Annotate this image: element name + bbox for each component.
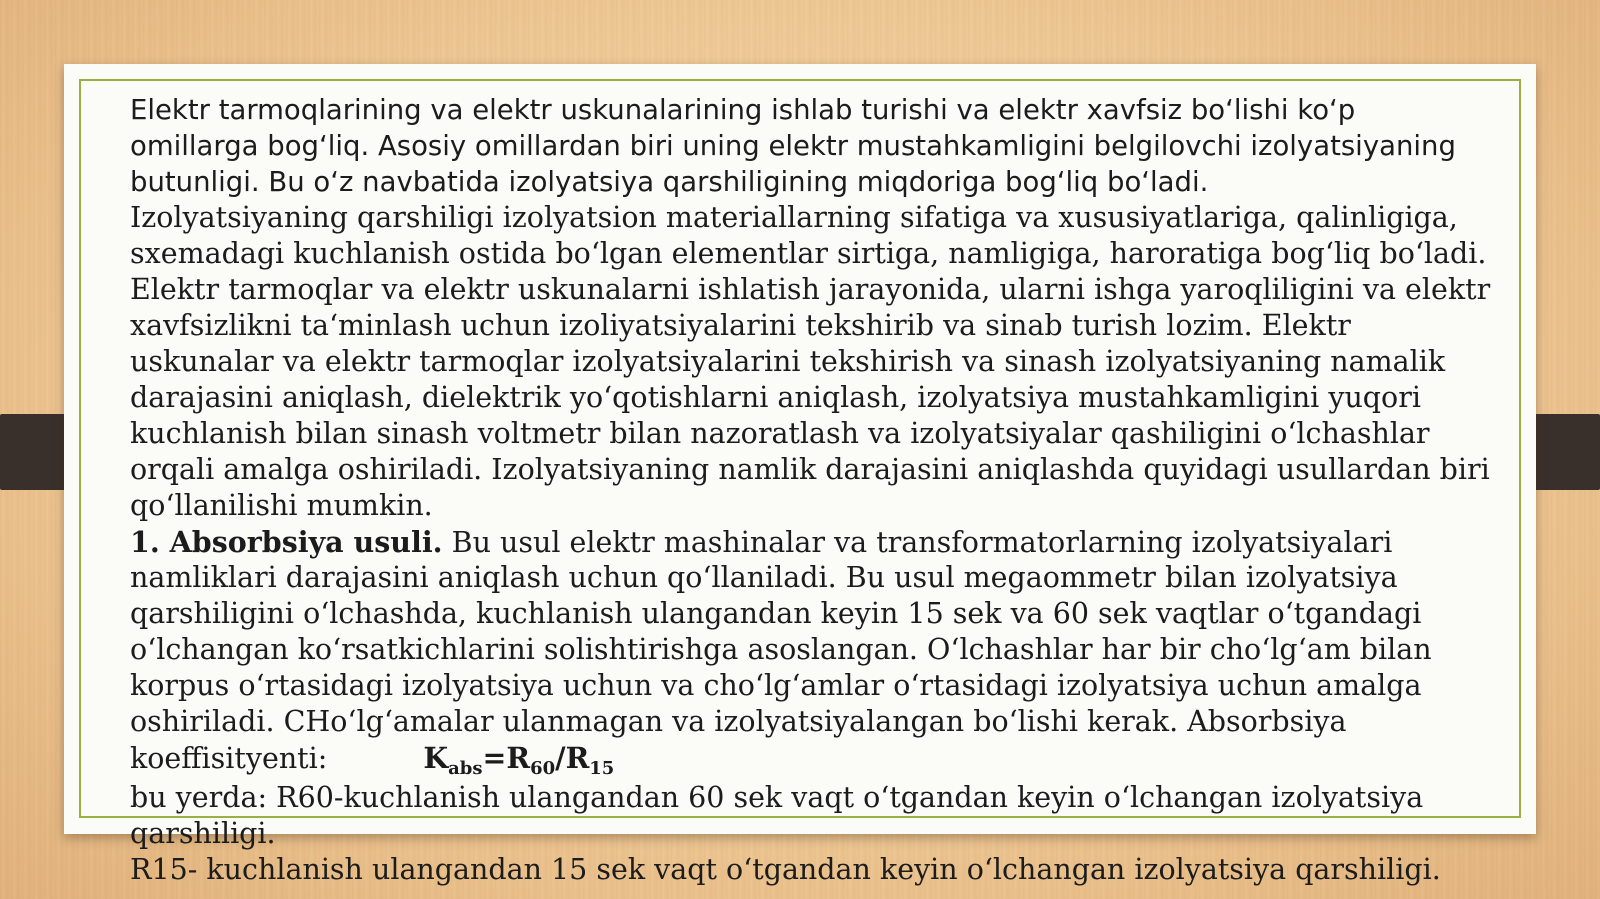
text-line: darajasini aniqlash, dielektrik yo‘qotishlarni aniqlash, izolyatsiya mustahkamligini yuqori: [130, 381, 1421, 414]
text-line: oshiriladi. CHo‘lg‘amalar ulanmagan va izolyatsiyalangan bo‘lishi kerak. Absorbsiya: [130, 705, 1347, 738]
text-line: qarshiligini o‘lchashda, kuchlanish ulangandan keyin 15 sek va 60 sek vaqtlar o‘tgandagi: [130, 597, 1422, 630]
text-line: xavfsizlikni ta‘minlash uchun izoliyatsiyalarini tekshirib va sinab turish lozim. Elektr: [130, 309, 1351, 342]
text-line: Elektr tarmoqlarining va elektr uskunalarining ishlab turishi va elektr xavfsiz bo‘lishi ko‘p: [130, 94, 1356, 126]
text-line: orqali amalga oshiriladi. Izolyatsiyaning namlik darajasini aniqlashda quyidagi usullardan biri: [130, 453, 1490, 486]
formula-r60-sub: 60: [530, 758, 556, 779]
text-line: butunligi. Bu o‘z navbatida izolyatsiya qarshiligining miqdoriga bog‘liq bo‘ladi.: [130, 166, 1209, 198]
text-line: namliklari darajasini aniqlash uchun qo‘llaniladi. Bu usul megaommetr bilan izolyatsiya: [130, 561, 1398, 594]
formula-slash: /R: [555, 741, 590, 775]
formula-k: K: [423, 741, 449, 775]
coefficient-line: [130, 740, 1590, 780]
text-line: qarshiligi.: [130, 817, 276, 850]
formula-eq: =R: [482, 741, 531, 775]
text-line: bu yerda: R60-kuchlanish ulangandan 60 sek vaqt o‘tgandan keyin o‘lchangan izolyatsiya: [130, 781, 1424, 814]
coefficient-label: koeffisityenti:: [130, 742, 328, 775]
method-heading-line: [130, 524, 1590, 560]
text-line: kuchlanish bilan sinash voltmetr bilan nazoratlash va izolyatsiyalar qashiligini o‘lchashlar: [130, 417, 1430, 450]
formula-r15-sub: 15: [589, 758, 615, 779]
slide-text: [130, 92, 1590, 888]
text-line: omillarga bog‘liq. Asosiy omillardan biri uning elektr mustahkamligini belgilovchi izolyatsiyaning: [130, 130, 1456, 162]
method-heading: 1. Absorbsiya usuli.: [130, 525, 443, 559]
text-line: qo‘llanilishi mumkin.: [130, 489, 433, 522]
text-line: uskunalar va elektr tarmoqlar izolyatsiyalarini tekshirish va sinash izolyatsiyaning namalik: [130, 345, 1446, 378]
method-text: Bu usul elektr mashinalar va transformatorlarning izolyatsiyalari: [442, 526, 1393, 559]
text-line: R15- kuchlanish ulangandan 15 sek vaqt o‘tgandan keyin o‘lchangan izolyatsiya qarshiligi.: [130, 853, 1441, 886]
formula-k-sub: abs: [448, 758, 483, 779]
text-line: Elektr tarmoqlar va elektr uskunalarni ishlatish jarayonida, ularni ishga yaroqliligini va elektr: [130, 273, 1491, 306]
text-line: Izolyatsiyaning qarshiligi izolyatsion materiallarning sifatiga va xususiyatlariga, qalinligiga,: [130, 201, 1458, 234]
text-line: korpus o‘rtasidagi izolyatsiya uchun va cho‘lg‘amlar o‘rtasidagi izolyatsiya uchun amalga: [130, 669, 1422, 702]
text-line: o‘lchangan ko‘rsatkichlarini solishtirishga asoslangan. O‘lchashlar har bir cho‘lg‘am bilan: [130, 633, 1432, 666]
text-line: sxemadagi kuchlanish ostida bo‘lgan elementlar sirtiga, namligiga, haroratiga bog‘liq bo‘ladi.: [130, 237, 1487, 270]
